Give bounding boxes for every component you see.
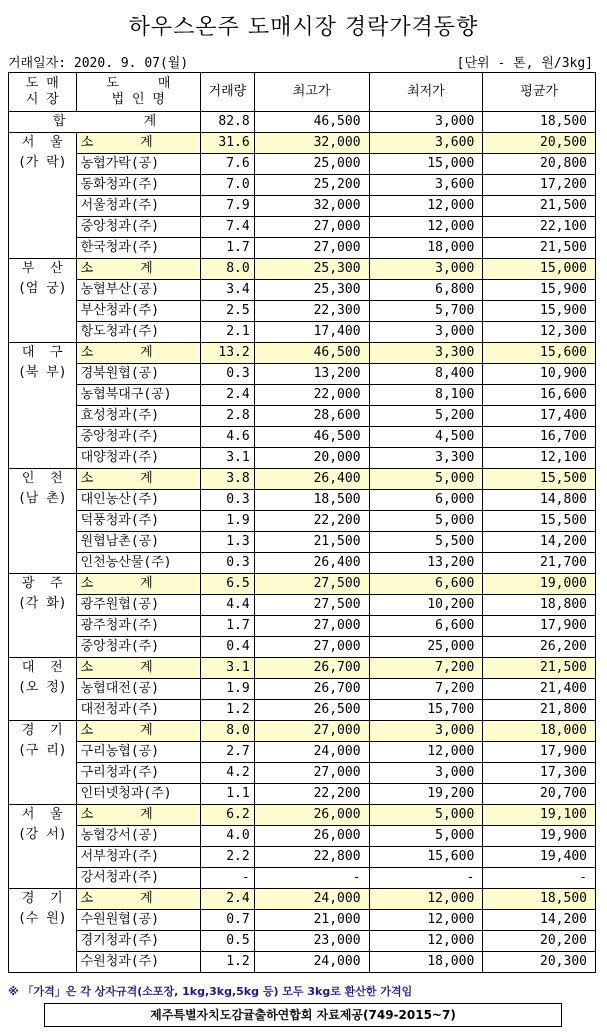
- subtotal-max: 26,000: [254, 805, 369, 826]
- subtotal-min: 3,000: [369, 721, 483, 742]
- firm-name: 중앙청과(주): [76, 427, 200, 448]
- firm-name: 경북원협(공): [76, 364, 200, 385]
- min-price-cell: 4,500: [369, 427, 483, 448]
- volume-cell: 0.3: [201, 490, 255, 511]
- min-price-cell: 15,000: [369, 154, 483, 175]
- header-market-line2: 시 장: [25, 92, 59, 107]
- header-row: [9, 73, 596, 112]
- volume-cell: 2.2: [201, 847, 255, 868]
- table-row: [9, 238, 596, 259]
- min-price-cell: 15,600: [369, 847, 483, 868]
- volume-cell: 1.2: [201, 700, 255, 721]
- unit-label: [단위 - 톤, 원/3kg]: [456, 56, 593, 71]
- market-name-line2: (강 서): [17, 827, 67, 842]
- firm-name: 구리농협(공): [76, 742, 200, 763]
- volume-cell: 1.1: [201, 784, 255, 805]
- table-row: [9, 532, 596, 553]
- avg-price-cell: 21,400: [483, 679, 596, 700]
- firm-name: 농협강서(공): [76, 826, 200, 847]
- max-price-cell: 23,000: [254, 931, 369, 952]
- table-row: [9, 910, 596, 931]
- min-price-cell: -: [369, 868, 483, 889]
- subtotal-volume: 3.8: [201, 469, 255, 490]
- table-row: [9, 595, 596, 616]
- subtotal-volume: 2.4: [201, 889, 255, 910]
- subtotal-avg: 18,000: [483, 721, 596, 742]
- table-row: [9, 448, 596, 469]
- volume-cell: -: [201, 868, 255, 889]
- subtotal-row: [9, 259, 596, 280]
- min-price-cell: 12,000: [369, 742, 483, 763]
- min-price-cell: 5,200: [369, 406, 483, 427]
- market-name: [9, 805, 77, 889]
- header-avg: 평균가: [483, 73, 596, 112]
- market-name-line2: (남 촌): [17, 491, 67, 506]
- firm-name: 구리청과(주): [76, 763, 200, 784]
- table-row: [9, 385, 596, 406]
- volume-cell: 1.2: [201, 952, 255, 973]
- market-name-line2: (가 락): [17, 155, 67, 170]
- min-price-cell: 6,800: [369, 280, 483, 301]
- header-min: 최저가: [369, 73, 483, 112]
- avg-price-cell: 14,200: [483, 910, 596, 931]
- subtotal-row: [9, 343, 596, 364]
- table-row: [9, 280, 596, 301]
- volume-cell: 7.0: [201, 175, 255, 196]
- min-price-cell: 12,000: [369, 217, 483, 238]
- max-price-cell: -: [254, 868, 369, 889]
- max-price-cell: 24,000: [254, 742, 369, 763]
- firm-name: 항도청과(주): [76, 322, 200, 343]
- max-price-cell: 22,000: [254, 385, 369, 406]
- volume-cell: 2.8: [201, 406, 255, 427]
- avg-price-cell: 20,200: [483, 931, 596, 952]
- firm-name: 효성청과(주): [76, 406, 200, 427]
- subtotal-min: 5,000: [369, 469, 483, 490]
- firm-name: 한국청과(주): [76, 238, 200, 259]
- avg-price-cell: 17,900: [483, 616, 596, 637]
- min-price-cell: 15,700: [369, 700, 483, 721]
- firm-name: 광주원협(공): [76, 595, 200, 616]
- subtotal-min: 7,200: [369, 658, 483, 679]
- subtotal-max: 32,000: [254, 133, 369, 154]
- price-table: [8, 72, 596, 973]
- avg-price-cell: 12,300: [483, 322, 596, 343]
- subtotal-max: 27,000: [254, 721, 369, 742]
- subtotal-volume: 6.5: [201, 574, 255, 595]
- market-name: [9, 574, 77, 658]
- avg-price-cell: 15,500: [483, 511, 596, 532]
- max-price-cell: 25,200: [254, 175, 369, 196]
- avg-price-cell: 15,900: [483, 280, 596, 301]
- max-price-cell: 26,500: [254, 700, 369, 721]
- avg-price-cell: 16,600: [483, 385, 596, 406]
- table-row: [9, 826, 596, 847]
- subtotal-min: 3,000: [369, 259, 483, 280]
- volume-cell: 4.6: [201, 427, 255, 448]
- avg-price-cell: 21,800: [483, 700, 596, 721]
- subtotal-volume: 8.0: [201, 259, 255, 280]
- firm-name: 대전청과(주): [76, 700, 200, 721]
- market-name: [9, 721, 77, 805]
- header-max: 최고가: [254, 73, 369, 112]
- table-row: [9, 868, 596, 889]
- subtotal-row: [9, 574, 596, 595]
- avg-price-cell: 21,500: [483, 196, 596, 217]
- subtotal-avg: 20,500: [483, 133, 596, 154]
- avg-price-cell: 21,500: [483, 238, 596, 259]
- table-row: [9, 742, 596, 763]
- total-max: 46,500: [254, 112, 369, 133]
- min-price-cell: 3,000: [369, 763, 483, 784]
- avg-price-cell: -: [483, 868, 596, 889]
- min-price-cell: 5,500: [369, 532, 483, 553]
- total-avg: 18,500: [483, 112, 596, 133]
- subtotal-avg: 15,000: [483, 259, 596, 280]
- subtotal-volume: 13.2: [201, 343, 255, 364]
- volume-cell: 1.7: [201, 616, 255, 637]
- subtotal-min: 6,600: [369, 574, 483, 595]
- volume-cell: 1.7: [201, 238, 255, 259]
- volume-cell: 7.4: [201, 217, 255, 238]
- avg-price-cell: 20,800: [483, 154, 596, 175]
- avg-price-cell: 26,200: [483, 637, 596, 658]
- min-price-cell: 8,100: [369, 385, 483, 406]
- market-name-line2: (엄 궁): [17, 281, 67, 296]
- subtotal-max: 26,400: [254, 469, 369, 490]
- subtotal-avg: 18,500: [483, 889, 596, 910]
- table-row: [9, 154, 596, 175]
- firm-name: 농협가락(공): [76, 154, 200, 175]
- subtotal-label: 소 계: [76, 343, 200, 364]
- subtotal-max: 26,700: [254, 658, 369, 679]
- subtotal-row: [9, 469, 596, 490]
- market-name: [9, 343, 77, 469]
- table-row: [9, 847, 596, 868]
- market-name-line2: (각 화): [17, 596, 67, 611]
- table-row: [9, 322, 596, 343]
- max-price-cell: 32,000: [254, 196, 369, 217]
- subtotal-max: 46,500: [254, 343, 369, 364]
- table-row: [9, 490, 596, 511]
- avg-price-cell: 21,700: [483, 553, 596, 574]
- firm-name: 덕풍청과(주): [76, 511, 200, 532]
- min-price-cell: 18,000: [369, 952, 483, 973]
- table-row: [9, 784, 596, 805]
- min-price-cell: 12,000: [369, 196, 483, 217]
- header-market-line1: 도 매: [25, 76, 59, 91]
- max-price-cell: 27,000: [254, 238, 369, 259]
- table-row: [9, 511, 596, 532]
- firm-name: 농협대전(공): [76, 679, 200, 700]
- firm-name: 원협남촌(공): [76, 532, 200, 553]
- max-price-cell: 26,700: [254, 679, 369, 700]
- firm-name: 동화청과(주): [76, 175, 200, 196]
- table-row: [9, 763, 596, 784]
- table-row: [9, 952, 596, 973]
- firm-name: 중앙청과(주): [76, 217, 200, 238]
- table-row: [9, 406, 596, 427]
- volume-cell: 0.4: [201, 637, 255, 658]
- market-name: [9, 469, 77, 574]
- market-name-line1: 대 구: [21, 345, 63, 360]
- subtotal-min: 3,600: [369, 133, 483, 154]
- max-price-cell: 26,000: [254, 826, 369, 847]
- min-price-cell: 8,400: [369, 364, 483, 385]
- market-name-line1: 서 울: [21, 135, 63, 150]
- market-name-line2: (오 정): [17, 680, 67, 695]
- table-row: [9, 700, 596, 721]
- firm-name: 강서청과(주): [76, 868, 200, 889]
- min-price-cell: 6,600: [369, 616, 483, 637]
- table-row: [9, 553, 596, 574]
- market-name-line1: 광 주: [21, 576, 63, 591]
- avg-price-cell: 17,400: [483, 406, 596, 427]
- market-name: [9, 259, 77, 343]
- market-name-line1: 대 전: [21, 660, 63, 675]
- avg-price-cell: 17,300: [483, 763, 596, 784]
- subtotal-min: 5,000: [369, 805, 483, 826]
- volume-cell: 3.1: [201, 448, 255, 469]
- subtotal-row: [9, 658, 596, 679]
- table-row: [9, 196, 596, 217]
- volume-cell: 0.5: [201, 931, 255, 952]
- min-price-cell: 5,000: [369, 826, 483, 847]
- firm-name: 농협부산(공): [76, 280, 200, 301]
- min-price-cell: 5,000: [369, 511, 483, 532]
- avg-price-cell: 10,900: [483, 364, 596, 385]
- subtotal-volume: 31.6: [201, 133, 255, 154]
- max-price-cell: 22,200: [254, 511, 369, 532]
- avg-price-cell: 17,200: [483, 175, 596, 196]
- max-price-cell: 17,400: [254, 322, 369, 343]
- subtotal-avg: 19,100: [483, 805, 596, 826]
- subtotal-label: 소 계: [76, 889, 200, 910]
- subtotal-label: 소 계: [76, 805, 200, 826]
- avg-price-cell: 14,200: [483, 532, 596, 553]
- min-price-cell: 3,600: [369, 175, 483, 196]
- avg-price-cell: 17,900: [483, 742, 596, 763]
- min-price-cell: 25,000: [369, 637, 483, 658]
- max-price-cell: 25,000: [254, 154, 369, 175]
- market-name-line1: 인 천: [21, 471, 63, 486]
- firm-name: 농협북대구(공): [76, 385, 200, 406]
- volume-cell: 7.6: [201, 154, 255, 175]
- page-title: 하우스온주 도매시장 경락가격동향: [128, 15, 479, 40]
- subtotal-label: 소 계: [76, 721, 200, 742]
- table-row: [9, 364, 596, 385]
- subtotal-label: 소 계: [76, 259, 200, 280]
- volume-cell: 2.5: [201, 301, 255, 322]
- volume-cell: 2.7: [201, 742, 255, 763]
- max-price-cell: 46,500: [254, 427, 369, 448]
- avg-price-cell: 18,800: [483, 595, 596, 616]
- firm-name: 인터넷청과(주): [76, 784, 200, 805]
- header-firm-line2: 법 인 명: [111, 92, 165, 107]
- max-price-cell: 27,000: [254, 763, 369, 784]
- market-name-line1: 부 산: [21, 261, 63, 276]
- min-price-cell: 19,200: [369, 784, 483, 805]
- max-price-cell: 27,000: [254, 637, 369, 658]
- avg-price-cell: 22,100: [483, 217, 596, 238]
- market-name-line2: (북 부): [17, 365, 67, 380]
- avg-price-cell: 20,700: [483, 784, 596, 805]
- min-price-cell: 10,200: [369, 595, 483, 616]
- min-price-cell: 7,200: [369, 679, 483, 700]
- volume-cell: 1.3: [201, 532, 255, 553]
- market-name: [9, 658, 77, 721]
- subtotal-label: 소 계: [76, 658, 200, 679]
- data-source-footer: 제주특별자치도감귤출하연합회 자료제공(749-2015~7): [44, 1003, 562, 1027]
- subtotal-row: [9, 721, 596, 742]
- firm-name: 경기청과(주): [76, 931, 200, 952]
- market-name-line2: (구 리): [17, 743, 67, 758]
- max-price-cell: 24,000: [254, 952, 369, 973]
- firm-name: 수원청과(주): [76, 952, 200, 973]
- max-price-cell: 25,300: [254, 280, 369, 301]
- volume-cell: 4.2: [201, 763, 255, 784]
- subtotal-row: [9, 889, 596, 910]
- market-name-line1: 경 기: [21, 891, 63, 906]
- table-row: [9, 427, 596, 448]
- min-price-cell: 3,000: [369, 322, 483, 343]
- max-price-cell: 21,500: [254, 532, 369, 553]
- table-row: [9, 931, 596, 952]
- price-note: ※ 「가격」은 각 상자규격(소포장, 1kg,3kg,5kg 등) 모두 3kg로 환산한 가격임: [8, 985, 413, 998]
- firm-name: 서부청과(주): [76, 847, 200, 868]
- max-price-cell: 13,200: [254, 364, 369, 385]
- avg-price-cell: 15,900: [483, 301, 596, 322]
- subtotal-row: [9, 133, 596, 154]
- max-price-cell: 27,500: [254, 595, 369, 616]
- total-row: [9, 112, 596, 133]
- market-name-line1: 서 울: [21, 807, 63, 822]
- firm-name: 대인농산(주): [76, 490, 200, 511]
- subtotal-avg: 21,500: [483, 658, 596, 679]
- min-price-cell: 18,000: [369, 238, 483, 259]
- table-row: [9, 679, 596, 700]
- total-label: 합 계: [9, 112, 201, 133]
- min-price-cell: 12,000: [369, 910, 483, 931]
- total-min: 3,000: [369, 112, 483, 133]
- trade-date: 거래일자: 2020. 9. 07(월): [8, 56, 189, 71]
- max-price-cell: 22,800: [254, 847, 369, 868]
- max-price-cell: 27,000: [254, 217, 369, 238]
- max-price-cell: 18,500: [254, 490, 369, 511]
- max-price-cell: 20,000: [254, 448, 369, 469]
- table-row: [9, 175, 596, 196]
- volume-cell: 3.4: [201, 280, 255, 301]
- avg-price-cell: 16,700: [483, 427, 596, 448]
- avg-price-cell: 20,300: [483, 952, 596, 973]
- subtotal-avg: 15,600: [483, 343, 596, 364]
- subtotal-max: 25,300: [254, 259, 369, 280]
- volume-cell: 1.9: [201, 679, 255, 700]
- avg-price-cell: 12,100: [483, 448, 596, 469]
- subtotal-row: [9, 805, 596, 826]
- header-volume: 거래량: [201, 73, 255, 112]
- volume-cell: 1.9: [201, 511, 255, 532]
- volume-cell: 0.3: [201, 553, 255, 574]
- table-row: [9, 637, 596, 658]
- min-price-cell: 6,000: [369, 490, 483, 511]
- max-price-cell: 22,300: [254, 301, 369, 322]
- header-firm: [76, 73, 200, 112]
- firm-name: 대양청과(주): [76, 448, 200, 469]
- market-name-line2: (수 원): [17, 911, 67, 926]
- subtotal-label: 소 계: [76, 469, 200, 490]
- total-volume: 82.8: [201, 112, 255, 133]
- firm-name: 인천농산물(주): [76, 553, 200, 574]
- subtotal-label: 소 계: [76, 574, 200, 595]
- volume-cell: 4.4: [201, 595, 255, 616]
- min-price-cell: 5,700: [369, 301, 483, 322]
- subtotal-avg: 19,000: [483, 574, 596, 595]
- subtotal-max: 24,000: [254, 889, 369, 910]
- table-row: [9, 616, 596, 637]
- firm-name: 서울청과(주): [76, 196, 200, 217]
- min-price-cell: 3,300: [369, 448, 483, 469]
- subtotal-avg: 15,500: [483, 469, 596, 490]
- market-name: [9, 889, 77, 973]
- subtotal-volume: 8.0: [201, 721, 255, 742]
- table-row: [9, 301, 596, 322]
- header-firm-line1: 도 매: [106, 76, 171, 91]
- max-price-cell: 28,600: [254, 406, 369, 427]
- max-price-cell: 27,000: [254, 616, 369, 637]
- avg-price-cell: 19,900: [483, 826, 596, 847]
- subtotal-min: 3,300: [369, 343, 483, 364]
- volume-cell: 7.9: [201, 196, 255, 217]
- firm-name: 중앙청과(주): [76, 637, 200, 658]
- subtotal-max: 27,500: [254, 574, 369, 595]
- firm-name: 부산청과(주): [76, 301, 200, 322]
- max-price-cell: 21,000: [254, 910, 369, 931]
- firm-name: 수원원협(공): [76, 910, 200, 931]
- volume-cell: 2.4: [201, 385, 255, 406]
- min-price-cell: 13,200: [369, 553, 483, 574]
- market-name-line1: 경 기: [21, 723, 63, 738]
- avg-price-cell: 14,800: [483, 490, 596, 511]
- min-price-cell: 12,000: [369, 931, 483, 952]
- max-price-cell: 22,200: [254, 784, 369, 805]
- header-market: [9, 73, 77, 112]
- table-row: [9, 217, 596, 238]
- subtotal-volume: 6.2: [201, 805, 255, 826]
- volume-cell: 4.0: [201, 826, 255, 847]
- max-price-cell: 26,400: [254, 553, 369, 574]
- volume-cell: 0.7: [201, 910, 255, 931]
- market-name: [9, 133, 77, 259]
- subtotal-volume: 3.1: [201, 658, 255, 679]
- firm-name: 광주청과(주): [76, 616, 200, 637]
- avg-price-cell: 19,400: [483, 847, 596, 868]
- volume-cell: 0.3: [201, 364, 255, 385]
- volume-cell: 2.1: [201, 322, 255, 343]
- subtotal-label: 소 계: [76, 133, 200, 154]
- subtotal-min: 12,000: [369, 889, 483, 910]
